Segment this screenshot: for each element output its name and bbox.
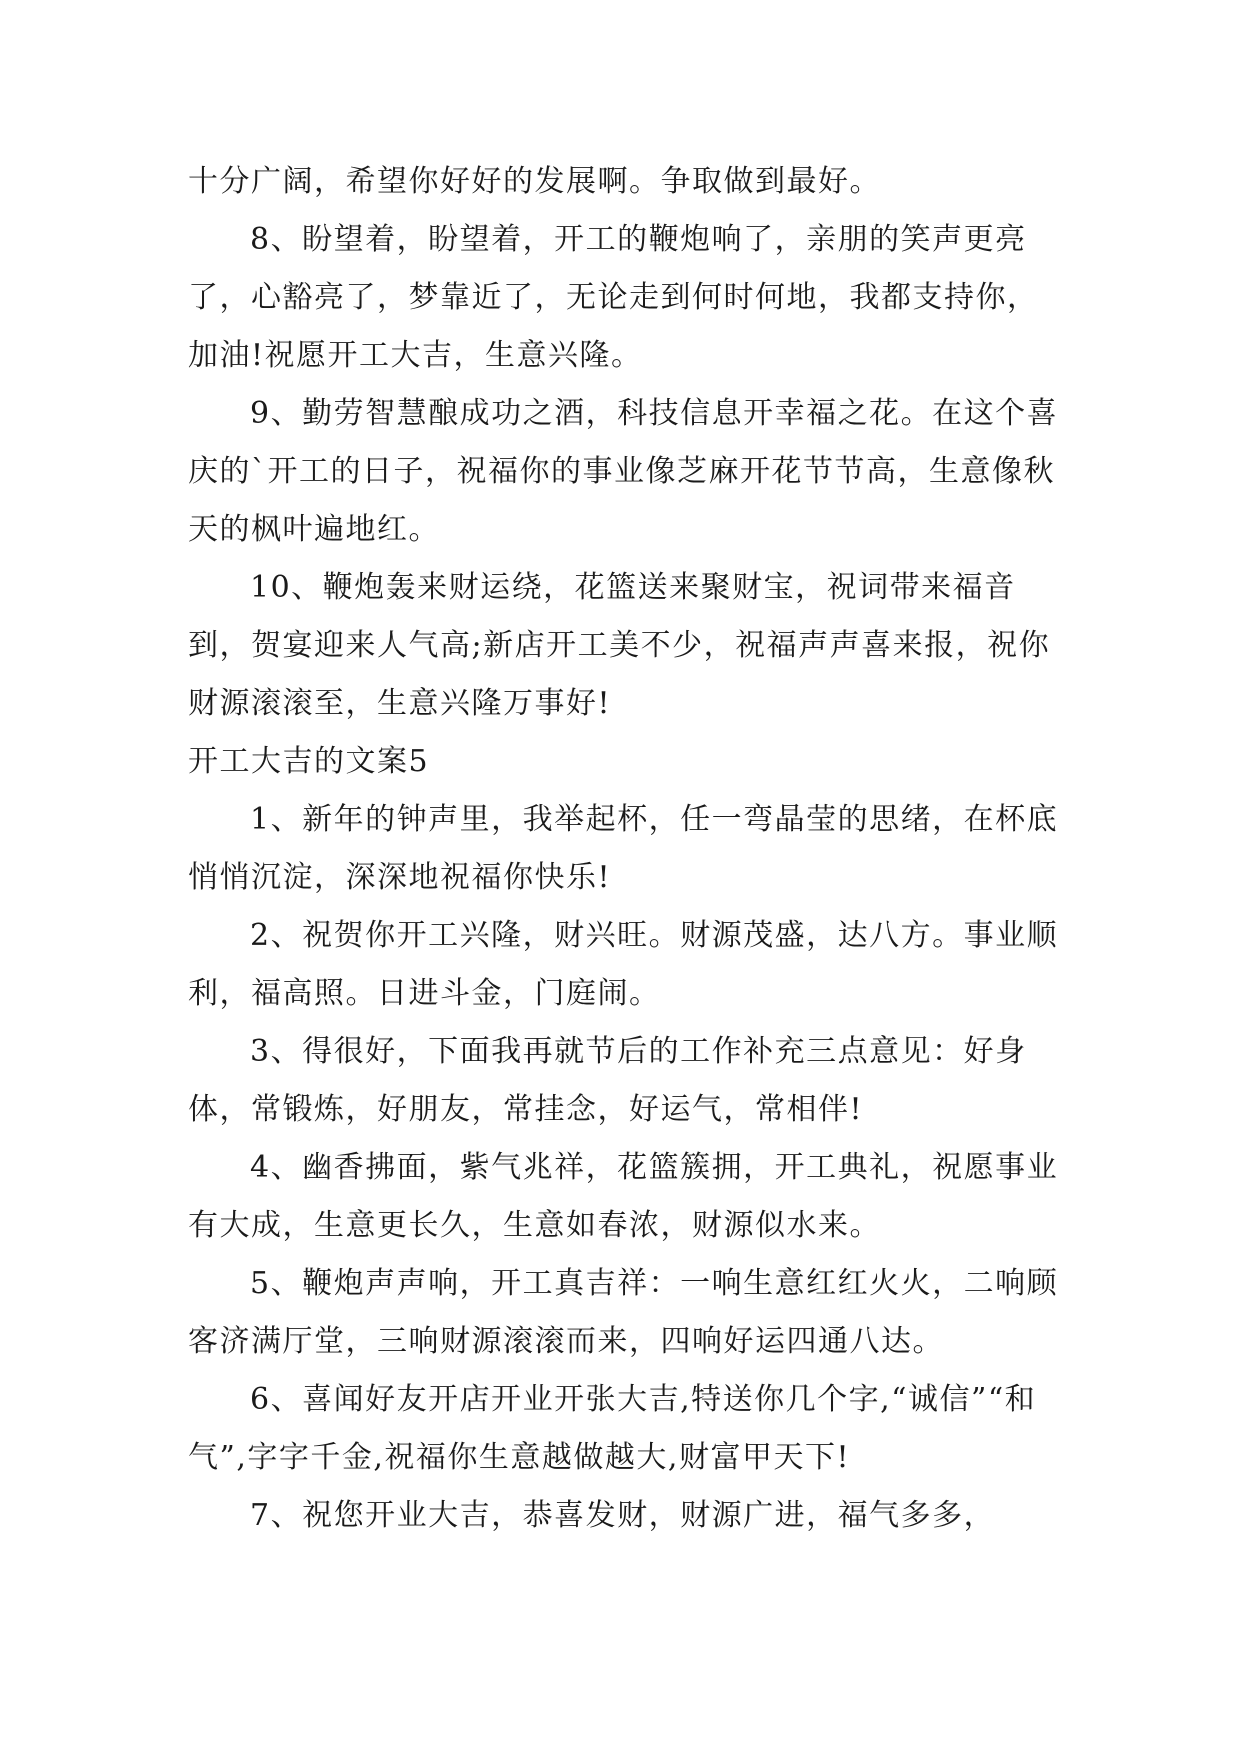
paragraph-wish-3: 3、得很好，下面我再就节后的工作补充三点意见：好身体，常锻炼，好朋友，常挂念，好运气，常相伴! [188, 1034, 1027, 1127]
document-body [188, 153, 1068, 1545]
paragraph-wish-9: 9、勤劳智慧酿成功之酒，科技信息开幸福之花。在这个喜庆的`开工的日子，祝福你的事业像芝麻开花节节高，生意像秋天的枫叶遍地红。 [188, 396, 1059, 547]
paragraph-wish-7: 7、祝您开业大吉，恭喜发财，财源广进，福气多多， [250, 1498, 996, 1533]
section-heading: 开工大吉的文案5 [188, 744, 430, 779]
paragraph-continuation: 十分广阔，希望你好好的发展啊。争取做到最好。 [188, 164, 881, 199]
paragraph-wish-1: 1、新年的钟声里，我举起杯，任一弯晶莹的思绪，在杯底悄悄沉淀，深深地祝福你快乐! [188, 802, 1059, 895]
paragraph-wish-8: 8、盼望着，盼望着，开工的鞭炮响了，亲朋的笑声更亮了，心豁亮了，梦靠近了，无论走到何时何地，我都支持你，加油!祝愿开工大吉，生意兴隆。 [188, 222, 1039, 373]
paragraph-wish-2: 2、祝贺你开工兴隆，财兴旺。财源茂盛，达八方。事业顺利，福高照。日进斗金，门庭闹。 [188, 918, 1059, 1011]
paragraph-wish-10: 10、鞭炮轰来财运绕，花篮送来聚财宝，祝词带来福音到，贺宴迎来人气高;新店开工美不少，祝福声声喜来报，祝你财源滚滚至，生意兴隆万事好! [188, 570, 1051, 721]
paragraph-wish-4: 4、幽香拂面，紫气兆祥，花篮簇拥，开工典礼，祝愿事业有大成，生意更长久，生意如春浓，财源似水来。 [188, 1150, 1059, 1243]
paragraph-wish-5: 5、鞭炮声声响，开工真吉祥：一响生意红红火火，二响顾客济满厅堂，三响财源滚滚而来，四响好运四通八达。 [188, 1266, 1059, 1359]
paragraph-wish-6: 6、喜闻好友开店开业开张大吉,特送你几个字,“诚信”“和气”,字字千金,祝福你生意越做越大,财富甲天下! [188, 1382, 1037, 1475]
